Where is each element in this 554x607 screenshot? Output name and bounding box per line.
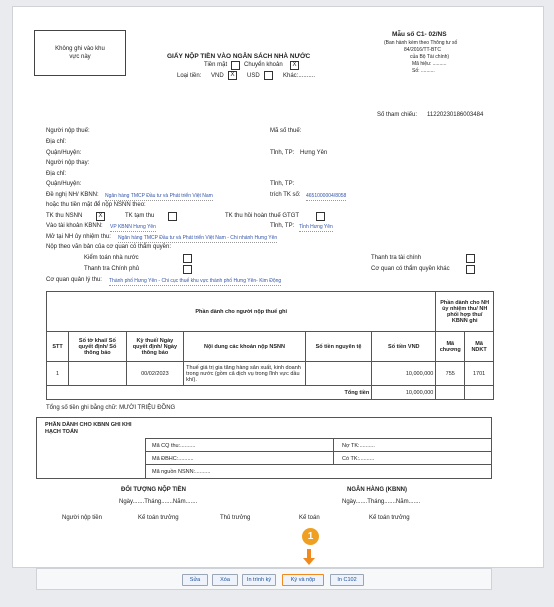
usd-checkbox[interactable] bbox=[264, 71, 273, 80]
tax-payment-form bbox=[12, 6, 544, 568]
other-auth-label: Cơ quan có thẩm quyền khác bbox=[371, 266, 450, 272]
vnd-checkbox[interactable]: X bbox=[228, 71, 237, 80]
row-period: 00/02/2023 bbox=[126, 362, 184, 386]
kbnn-value[interactable]: VP KBNN Hưng Yên bbox=[110, 224, 156, 230]
tk-nsnn-label: TK thu NSNN bbox=[46, 213, 83, 219]
debit-label: trích TK số: bbox=[270, 192, 301, 198]
bank-section-header: Phần dành cho NH ủy nhiệm thu/ NH phối hợp thu/ KBNN ghi bbox=[436, 292, 494, 332]
role-payer: Người nộp tiền bbox=[62, 515, 102, 521]
role-bank-chief-accountant: Kế toán trưởng bbox=[369, 515, 410, 521]
form-code: Mẫu số C1- 02/NS bbox=[392, 31, 447, 38]
payment-table bbox=[46, 291, 494, 400]
kbnn-box-title: PHẦN DÀNH CHO KBNN GHI KHI HẠCH TOÁN bbox=[45, 422, 132, 435]
row-decl bbox=[69, 362, 127, 386]
bank-sign-date: Ngày.......Tháng.......Năm....... bbox=[342, 499, 421, 505]
cash-checkbox[interactable] bbox=[231, 61, 240, 70]
row-ndkt: 1701 bbox=[465, 362, 494, 386]
transfer-checkbox[interactable]: X bbox=[290, 61, 299, 70]
form-issued-2: 84/2016/TT-BTC bbox=[404, 47, 441, 53]
row-chapter: 755 bbox=[436, 362, 465, 386]
inspect-gov-checkbox[interactable] bbox=[183, 265, 192, 274]
usd-label: USD bbox=[247, 73, 260, 79]
edit-button[interactable]: Sửa bbox=[182, 574, 208, 586]
form-so: Số: .......... bbox=[412, 68, 435, 74]
transfer-label: Chuyển khoản bbox=[244, 62, 283, 68]
payer-for-label: Người nộp thay: bbox=[46, 160, 90, 166]
currency-label: Loại tiền: bbox=[177, 73, 202, 79]
bank-sign-title: NGÂN HÀNG (KBNN) bbox=[347, 487, 407, 493]
co-tk: Có TK:.......... bbox=[342, 456, 375, 462]
district2-label: Quận/Huyện: bbox=[46, 181, 82, 187]
agency-value[interactable]: Thành phố Hưng Yên - Chi cục thuế khu vực thành phố Hưng Yên- Kim Động bbox=[109, 278, 282, 284]
total-label: Tổng tiền bbox=[47, 386, 372, 400]
address2-label: Địa chỉ: bbox=[46, 171, 67, 177]
role-director: Thủ trưởng bbox=[220, 515, 251, 521]
col-stt: STT bbox=[47, 332, 69, 362]
ma-cq-thu: Mã CQ thu:.......... bbox=[152, 443, 196, 449]
col-decl: Số tờ khai/ Số quyết định/ Số thông báo bbox=[69, 332, 127, 362]
ma-nguon-nsnn: Mã nguồn NSNN:.......... bbox=[152, 469, 211, 475]
ma-dbhc: Mã ĐBHC:.......... bbox=[152, 456, 194, 462]
print-c102-button[interactable]: In C102 bbox=[330, 574, 364, 586]
no-write-zone: Không ghi vào khu vực này bbox=[34, 30, 126, 76]
col-ndkt: Mã NDKT bbox=[465, 332, 494, 362]
bank-label: Đề nghị NH/ KBNN: bbox=[46, 192, 99, 198]
district-label: Quận/Huyện: bbox=[46, 150, 82, 156]
step-callout-badge: 1 bbox=[302, 528, 319, 545]
ref-value: 11220230186003484 bbox=[427, 112, 484, 118]
amount-in-words: Tổng số tiền ghi bằng chữ: MƯỜI TRIỆU ĐỒNG bbox=[46, 405, 176, 411]
other-auth-checkbox[interactable] bbox=[466, 265, 475, 274]
open-label: Mở tại NH ủy nhiệm thu: bbox=[46, 234, 111, 240]
no-tk: Nợ TK:.......... bbox=[342, 443, 375, 449]
vnd-label: VND bbox=[211, 73, 224, 79]
ref-label: Số tham chiếu: bbox=[377, 112, 418, 118]
delete-button[interactable]: Xóa bbox=[212, 574, 238, 586]
payer-section-header: Phần dành cho người nộp thuế ghi bbox=[47, 292, 436, 332]
form-issued-1: (Ban hành kèm theo Thông tư số bbox=[384, 40, 458, 46]
row-stt: 1 bbox=[47, 362, 69, 386]
col-vnd: Số tiền VND bbox=[372, 332, 436, 362]
province2-label: Tỉnh, TP: bbox=[270, 181, 295, 187]
form-title: GIẤY NỘP TIỀN VÀO NGÂN SÁCH NHÀ NƯỚC bbox=[167, 53, 311, 60]
kbnn-prov-label: Tỉnh, TP: bbox=[270, 223, 295, 229]
or-cash-label: hoặc thu tiền mặt để nộp NSNN theo: bbox=[46, 202, 146, 208]
col-content: Nội dung các khoản nộp NSNN bbox=[184, 332, 306, 362]
tk-nsnn-checkbox[interactable]: X bbox=[96, 212, 105, 221]
authority-label: Nộp theo văn bản của cơ quan có thẩm quyền: bbox=[46, 244, 172, 250]
role-chief-accountant: Kế toán trưởng bbox=[138, 515, 179, 521]
row-foreign bbox=[305, 362, 371, 386]
role-accountant: Kế toán bbox=[299, 515, 320, 521]
payer-sign-title: ĐỐI TƯỢNG NỘP TIỀN bbox=[121, 487, 186, 493]
audit-state-label: Kiểm toán nhà nước bbox=[84, 255, 139, 261]
audit-fin-checkbox[interactable] bbox=[466, 254, 475, 263]
payer-sign-date: Ngày.......Tháng.......Năm....... bbox=[119, 499, 198, 505]
table-row bbox=[47, 362, 494, 386]
inspect-gov-label: Thanh tra Chính phủ bbox=[84, 266, 140, 272]
tax-id-label: Mã số thuế: bbox=[270, 128, 302, 134]
col-period: Kỳ thuế/ Ngày quyết định/ Ngày thông báo bbox=[126, 332, 184, 362]
kbnn-accounting-box bbox=[36, 417, 492, 479]
tk-tam-thu-checkbox[interactable] bbox=[168, 212, 177, 221]
total-value: 10,000,000 bbox=[372, 386, 436, 400]
open-value[interactable]: Ngân hàng TMCP Đầu tư và Phát triển Việt Nam - Chi nhánh Hưng Yên bbox=[118, 235, 278, 241]
tk-gtgt-label: TK thu hồi hoàn thuế GTGT bbox=[225, 213, 300, 219]
audit-fin-label: Thanh tra tài chính bbox=[371, 255, 422, 261]
row-vnd: 10,000,000 bbox=[372, 362, 436, 386]
col-foreign: Số tiền nguyên tệ bbox=[305, 332, 371, 362]
other-currency: Khác:.......... bbox=[283, 73, 316, 79]
address-label: Địa chỉ: bbox=[46, 139, 67, 145]
col-chapter: Mã chương bbox=[436, 332, 465, 362]
kbnn-prov-value[interactable]: Tỉnh Hưng Yên bbox=[299, 224, 333, 230]
sign-and-submit-button[interactable]: Ký và nộp bbox=[282, 574, 324, 586]
province-label: Tỉnh, TP: bbox=[270, 150, 295, 156]
bank-value[interactable]: Ngân hàng TMCP Đầu tư và Phát triển Việt Nam bbox=[105, 193, 213, 199]
agency-label: Cơ quan quản lý thu: bbox=[46, 277, 102, 283]
kbnn-label: Vào tài khoản KBNN: bbox=[46, 223, 103, 229]
province-value: Hưng Yên bbox=[300, 150, 328, 156]
cash-label: Tiền mặt bbox=[204, 62, 228, 68]
audit-state-checkbox[interactable] bbox=[183, 254, 192, 263]
payer-label: Người nộp thuế: bbox=[46, 128, 90, 134]
form-issued-3: của Bộ Tài chính) bbox=[410, 54, 450, 60]
form-ma-hieu: Mã hiệu: .......... bbox=[412, 61, 447, 67]
tk-tam-thu-label: TK tạm thu bbox=[125, 213, 155, 219]
print-for-sign-button[interactable]: In trình ký bbox=[242, 574, 276, 586]
tk-gtgt-checkbox[interactable] bbox=[316, 212, 325, 221]
debit-value[interactable]: 4651000004/8058 bbox=[306, 193, 347, 199]
row-content: Thuế giá trị gia tăng hàng sản xuất, kinh doanh trong nước (gồm cả dịch vụ trong lĩnh vực dầu khí). bbox=[184, 362, 306, 386]
